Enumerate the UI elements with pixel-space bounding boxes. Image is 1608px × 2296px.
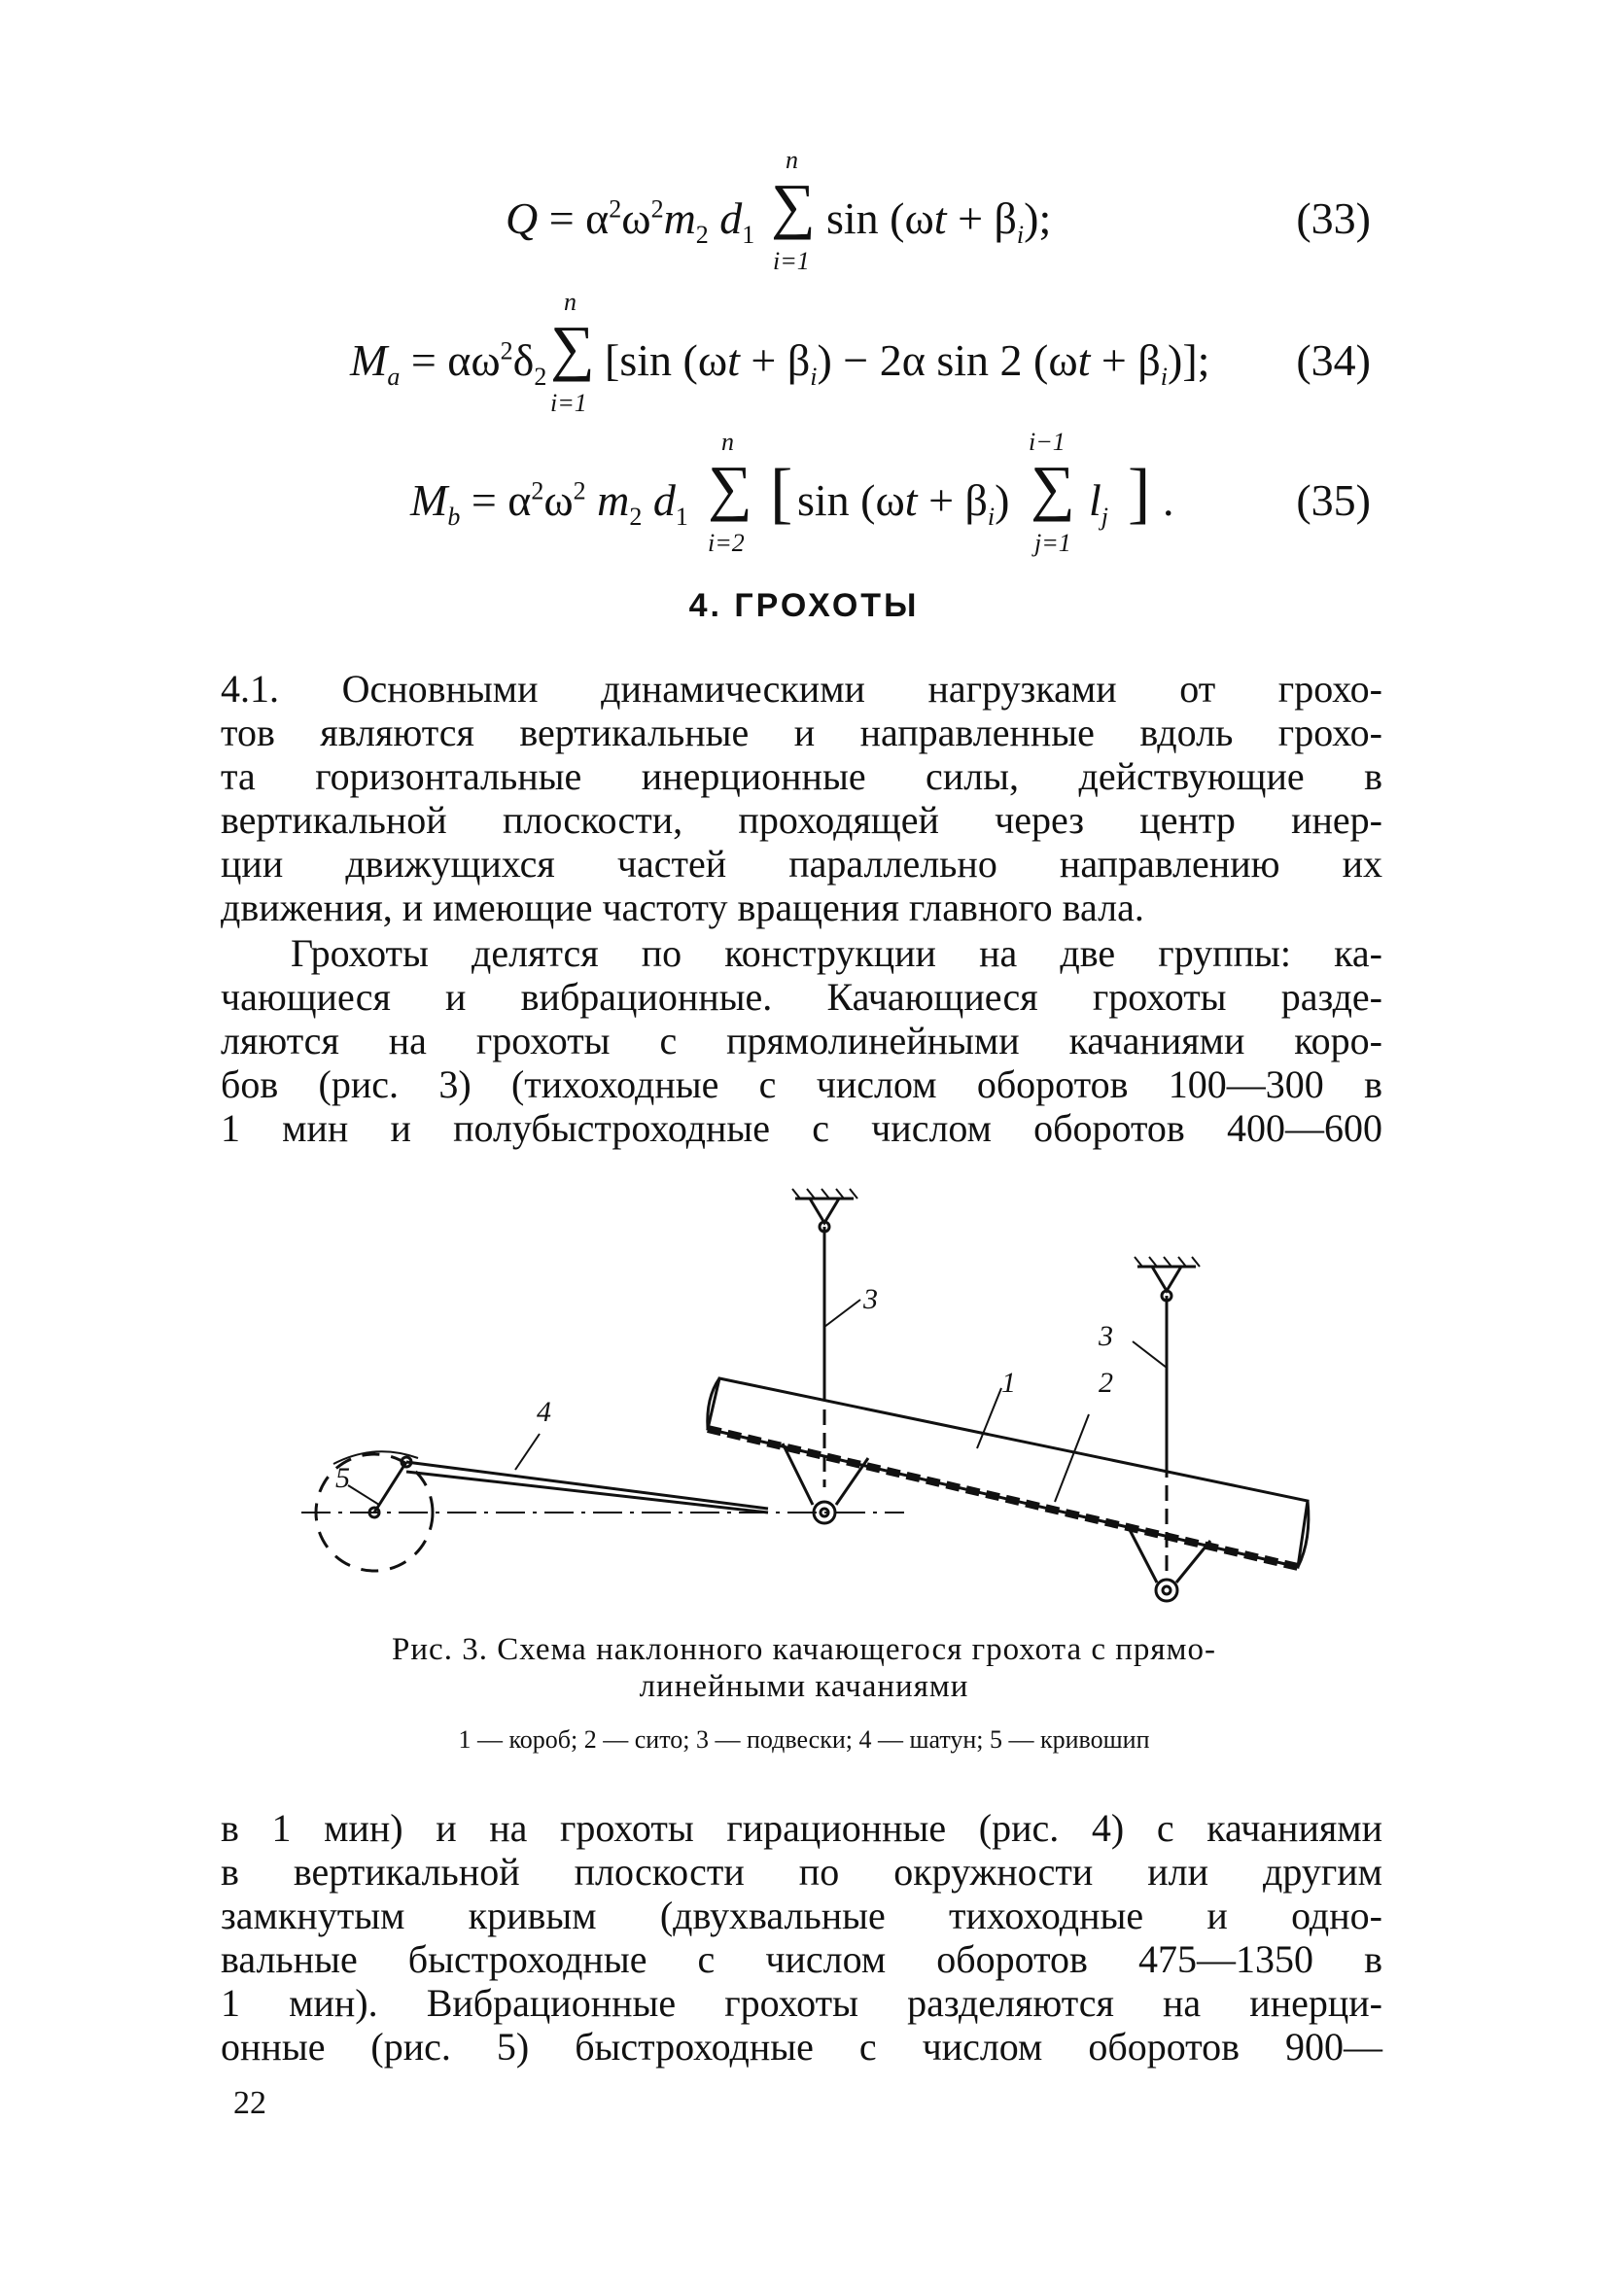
text-line: 1 мин и полубыстроходные с числом оборотов 400—600 [221,1106,1382,1150]
figure-label: 3 [1099,1320,1113,1352]
equation-number: (34) [1296,335,1371,385]
text-line: движения, и имеющие частоту вращения главного вала. [221,886,1144,929]
page-number: 22 [233,2085,266,2121]
equation-34: n $M_a = \alpha\omega^2\delta_2$ ∑ [sin $(\omega t + \beta_i) - 2\alpha$ sin 2 $(\omega t + \beta_i)$]; i=1 (34) [350,288,1371,417]
text-line: чающиеся и вибрационные. Качающиеся грохоты разде- [221,975,1382,1019]
text-line: замкнутым кривым (двухвальные тихоходные и одно- [221,1894,1382,1937]
equation-35-body: $M_b = \alpha^2\omega^2$ $m_2$ $d_1$ [410,475,688,532]
section-heading: 4. ГРОХОТЫ [688,587,920,624]
screen-diagram [0,1157,1608,1623]
text-line: в 1 мин) и на грохоты гирационные (рис. 4) с качаниями [221,1806,1382,1850]
equation-33: n $Q = \alpha^2\omega^2m_2$ $d_1$ ∑ $\sin (\omega t + \beta_i)$; i=1 (33) [506,146,1371,275]
text-line: бов (рис. 3) (тихоходные с числом оборотов 100—300 в [221,1062,1382,1106]
figure-label: 2 [1099,1367,1113,1399]
equation-33-body: $Q = \alpha^2\omega^2m_2$ $d_1$ [506,193,755,250]
crank-arm [374,1462,406,1513]
figure-legend: 1 — короб; 2 — сито; 3 — подвески; 4 — шатун; 5 — кривошип [458,1725,1150,1754]
sum-sign: ∑ [550,313,595,382]
text-line: 1 мин). Вибрационные грохоты разделяются на инерци- [221,1981,1382,2025]
sum-sign: ∑ [771,171,816,240]
text-line: в вертикальной плоскости по окружности или другим [221,1850,1382,1894]
figure-label: 1 [1001,1367,1016,1399]
equation-34-body: $M_a = \alpha\omega^2\delta_2$ [350,335,547,392]
connecting-rod [406,1462,768,1509]
text-line: тов являются вертикальные и направленные вдоль грохо- [221,711,1382,754]
paragraph-1 [221,667,1382,929]
figure-label: 4 [537,1396,551,1428]
paragraph-3 [221,1806,1382,2069]
figure-caption: Рис. 3. Схема наклонного качающегося грохота с прямо- линейными качаниями [392,1632,1216,1704]
text-line: онные (рис. 5) быстроходные с числом оборотов 900— [221,2025,1382,2069]
figure-label: 5 [335,1462,350,1494]
sum-sign: ∑ [1031,453,1075,522]
sum-sign: ∑ [708,453,752,522]
text-line: вальные быстроходные с числом оборотов 475—1350 в [221,1937,1382,1981]
text-line: 4.1. Основными динамическими нагрузками от грохо- [221,667,1382,711]
paragraph-2 [221,931,1382,1150]
text-line: ляются на грохоты с прямолинейными качаниями коро- [221,1019,1382,1062]
equation-number: (35) [1296,475,1371,525]
text-line: та горизонтальные инерционные силы, действующие в [221,754,1382,798]
equation-number: (33) [1296,193,1371,243]
text-line: вертикальной плоскости, проходящей через центр инер- [221,798,1382,842]
text-line: ции движущихся частей параллельно направлению их [221,842,1382,886]
figure-label: 3 [863,1283,878,1315]
equation-35: n $M_b = \alpha^2\omega^2$ $m_2$ $d_1$ ∑ [ $\sin (\omega t + \beta_i)$ i−1 ∑ $l_j$ ] . i=2 j=1 (35) [410,428,1371,557]
text-line: Грохоты делятся по конструкции на две группы: ка- [291,931,1382,975]
